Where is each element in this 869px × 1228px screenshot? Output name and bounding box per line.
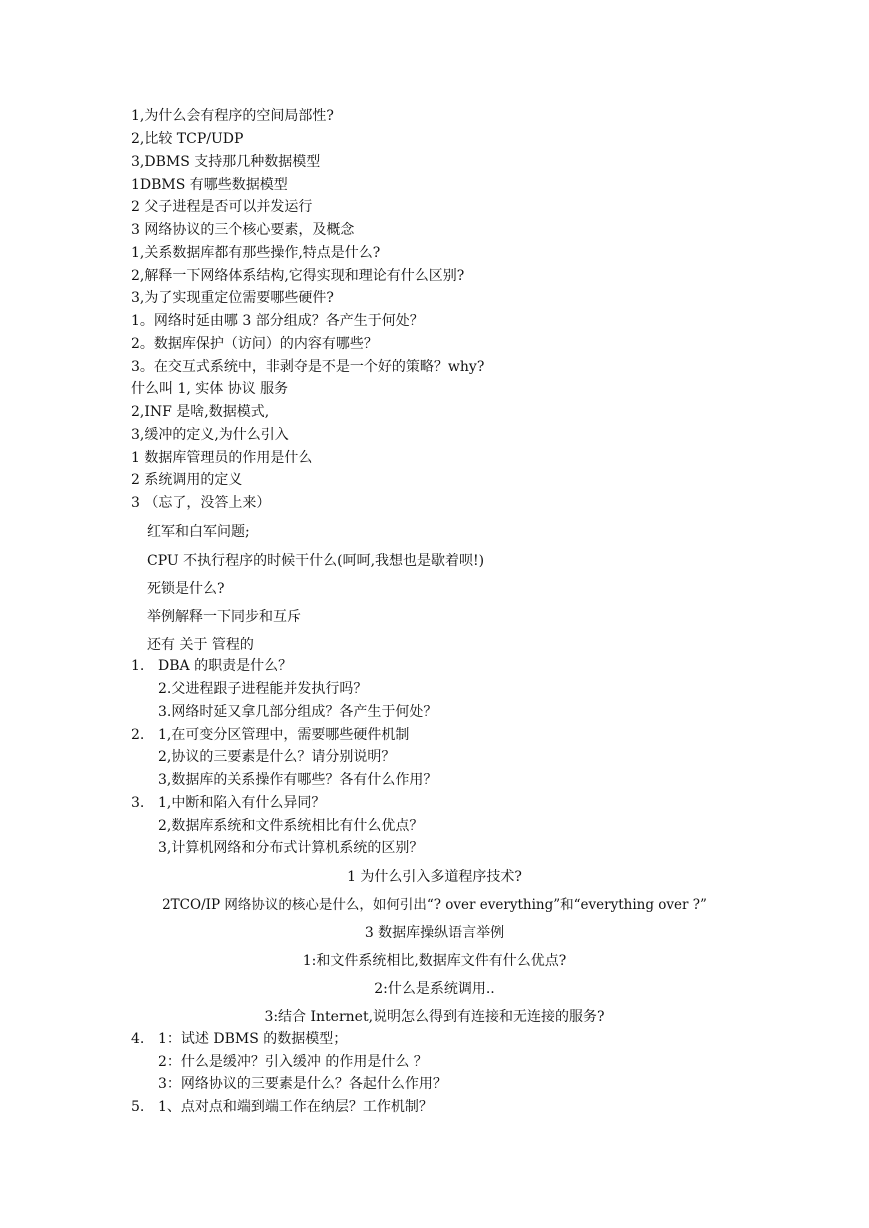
question-line: 1:和文件系统相比,数据库文件有什么优点? xyxy=(302,953,567,969)
question-line: 2,解释一下网络体系结构,它得实现和理论有什么区别? xyxy=(131,268,465,284)
list-number: 2. xyxy=(131,727,145,743)
question-line: CPU 不执行程序的时候干什么(呵呵,我想也是歇着呗!) xyxy=(147,553,485,569)
question-line: 红军和白军问题; xyxy=(147,524,250,540)
question-line: 3,为了实现重定位需要哪些硬件? xyxy=(131,290,334,306)
question-line: 1,为什么会有程序的空间局部性? xyxy=(131,108,334,124)
list-number: 3. xyxy=(131,795,145,811)
question-line: 3,DBMS 支持那几种数据模型 xyxy=(131,154,321,170)
question-line: 3 数据库操纵语言举例 xyxy=(364,925,505,941)
list-item: 3：网络协议的三要素是什么？各起什么作用？ xyxy=(158,1076,447,1092)
list-item: 1：试述 DBMS 的数据模型； xyxy=(158,1031,348,1047)
list-item: 1,中断和陷入有什么异同？ xyxy=(158,795,326,811)
question-line: 3:结合 Internet,说明怎么得到有连接和无连接的服务? xyxy=(264,1009,605,1025)
question-line: 2,INF 是啥,数据模式, xyxy=(131,404,270,420)
question-line: 2TCO/IP 网络协议的核心是什么，如何引出“? over everything”和“everything over ?” xyxy=(162,897,707,913)
question-line: 还有 关于 管程的 xyxy=(147,637,254,653)
question-line: 3 （忘了，没答上来） xyxy=(131,495,271,511)
list-item: 3.网络时延又拿几部分组成？各产生于何处？ xyxy=(158,704,438,720)
question-line: 2 父子进程是否可以并发运行 xyxy=(131,199,313,215)
question-line: 2。数据库保护（访问）的内容有哪些？ xyxy=(131,336,378,352)
list-item: 3,数据库的关系操作有哪些？各有什么作用？ xyxy=(158,772,438,788)
question-line: 1DBMS 有哪些数据模型 xyxy=(131,177,288,193)
question-line: 2:什么是系统调用.. xyxy=(374,981,495,997)
question-line: 死锁是什么? xyxy=(147,581,225,597)
question-line: 3,缓冲的定义,为什么引入 xyxy=(131,427,289,443)
list-item: 2,协议的三要素是什么？请分别说明？ xyxy=(158,749,396,765)
list-item: 1,在可变分区管理中，需要哪些硬件机制 xyxy=(158,727,410,743)
question-line: 1 为什么引入多道程序技术? xyxy=(347,869,522,885)
list-number: 4. xyxy=(131,1031,145,1047)
question-line: 1 数据库管理员的作用是什么 xyxy=(131,450,313,466)
question-line: 2 系统调用的定义 xyxy=(131,472,243,488)
list-item: 2,数据库系统和文件系统相比有什么优点？ xyxy=(158,818,424,834)
list-item: 2.父进程跟子进程能并发执行吗？ xyxy=(158,681,368,697)
question-line: 3。在交互式系统中，非剥夺是不是一个好的策略？why? xyxy=(131,359,485,375)
list-item: DBA 的职责是什么？ xyxy=(158,658,293,674)
list-item: 3,计算机网络和分布式计算机系统的区别？ xyxy=(158,840,424,856)
question-line: 1,关系数据库都有那些操作,特点是什么? xyxy=(131,245,381,261)
question-line: 1。网络时延由哪 3 部分组成？各产生于何处？ xyxy=(131,313,424,329)
list-item: 2：什么是缓冲？引入缓冲 的作用是什么 ？ xyxy=(158,1054,428,1070)
question-line: 什么叫 1, 实体 协议 服务 xyxy=(131,381,289,397)
question-line: 2,比较 TCP/UDP xyxy=(131,131,244,147)
question-line: 举例解释一下同步和互斥 xyxy=(147,609,301,625)
question-line: 3 网络协议的三个核心要素，及概念 xyxy=(131,222,355,238)
list-item: 1、点对点和端到端工作在纳层？工作机制？ xyxy=(158,1099,433,1115)
list-number: 1. xyxy=(131,658,145,674)
list-number: 5. xyxy=(131,1099,145,1115)
